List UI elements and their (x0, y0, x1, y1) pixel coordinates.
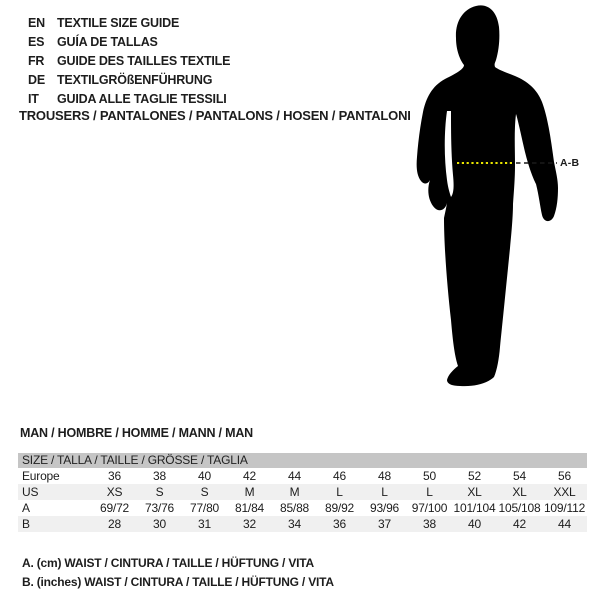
size-cell: 37 (378, 517, 391, 531)
size-cell: 77/80 (189, 501, 220, 515)
size-cell: 40 (198, 469, 211, 483)
language-code: ES (28, 35, 45, 49)
size-cell: 31 (198, 517, 211, 531)
table-row-a (18, 500, 587, 516)
row-label: Europe (22, 469, 60, 483)
language-code: EN (28, 16, 45, 30)
row-label: US (22, 485, 39, 499)
row-label: B (22, 517, 30, 531)
size-cell: 36 (333, 517, 346, 531)
size-cell: 32 (243, 517, 256, 531)
size-cell: S (200, 485, 209, 499)
size-cell: 97/100 (411, 501, 448, 515)
size-cell: 89/92 (324, 501, 355, 515)
size-cell: XL (467, 485, 482, 499)
size-cell: 42 (513, 517, 526, 531)
note-a-cm: A. (cm) WAIST / CINTURA / TAILLE / HÜFTUNG / VITA (22, 556, 314, 570)
size-cell: M (244, 485, 255, 499)
waist-measure-label: A-B (560, 157, 580, 169)
size-cell: 109/112 (543, 501, 586, 515)
size-cell: XL (512, 485, 527, 499)
size-table (18, 453, 587, 532)
language-list (28, 14, 230, 109)
garment-title: TROUSERS / PANTALONES / PANTALONS / HOSEN / PANTALONI (19, 108, 411, 123)
table-row-us (18, 484, 587, 500)
size-cell: M (289, 485, 300, 499)
size-cell: 56 (558, 469, 571, 483)
size-cell: L (426, 485, 433, 499)
size-cell: 85/88 (279, 501, 310, 515)
size-cell: 81/84 (234, 501, 265, 515)
language-label: TEXTILE SIZE GUIDE (57, 16, 180, 30)
size-cell: 34 (288, 517, 301, 531)
size-cell: 50 (423, 469, 436, 483)
size-cell: 93/96 (369, 501, 400, 515)
row-label: A (22, 501, 30, 515)
language-row-es (28, 33, 230, 52)
size-cell: 42 (243, 469, 256, 483)
size-cell: 69/72 (99, 501, 130, 515)
size-cell: L (381, 485, 388, 499)
size-table-body (18, 468, 587, 532)
size-cell: 44 (288, 469, 301, 483)
size-cell: S (155, 485, 164, 499)
language-label: GUÍA DE TALLAS (57, 35, 158, 49)
size-cell: 30 (153, 517, 166, 531)
size-cell: 101/104 (453, 501, 496, 515)
size-cell: XS (106, 485, 123, 499)
size-cell: 28 (108, 517, 121, 531)
size-cell: 54 (513, 469, 526, 483)
language-row-de (28, 71, 230, 90)
table-row-b (18, 516, 587, 532)
language-code: IT (28, 92, 39, 106)
language-code: DE (28, 73, 45, 87)
size-cell: 38 (153, 469, 166, 483)
language-row-it (28, 90, 230, 109)
man-silhouette-svg (400, 0, 600, 420)
size-cell: 40 (468, 517, 481, 531)
size-cell: 38 (423, 517, 436, 531)
size-cell: 73/76 (144, 501, 175, 515)
size-cell: 44 (558, 517, 571, 531)
size-cell: 52 (468, 469, 481, 483)
size-cell: 105/108 (498, 501, 541, 515)
table-row-europe (18, 468, 587, 484)
size-table-header: SIZE / TALLA / TAILLE / GRÖSSE / TAGLIA (18, 453, 587, 468)
language-row-en (28, 14, 230, 33)
size-cell: 46 (333, 469, 346, 483)
language-row-fr (28, 52, 230, 71)
silhouette-shape (417, 5, 558, 386)
language-label: GUIDA ALLE TAGLIE TESSILI (57, 92, 227, 106)
size-cell: 36 (108, 469, 121, 483)
language-code: FR (28, 54, 45, 68)
language-label: TEXTILGRÖßENFÜHRUNG (57, 73, 213, 87)
note-b-inches: B. (inches) WAIST / CINTURA / TAILLE / HÜFTUNG / VITA (22, 575, 334, 589)
size-cell: L (336, 485, 343, 499)
language-label: GUIDE DES TAILLES TEXTILE (57, 54, 231, 68)
man-silhouette-figure (400, 0, 600, 420)
size-cell: XXL (553, 485, 576, 499)
measurement-notes (22, 554, 334, 592)
size-cell: 48 (378, 469, 391, 483)
section-title: MAN / HOMBRE / HOMME / MANN / MAN (20, 426, 253, 440)
